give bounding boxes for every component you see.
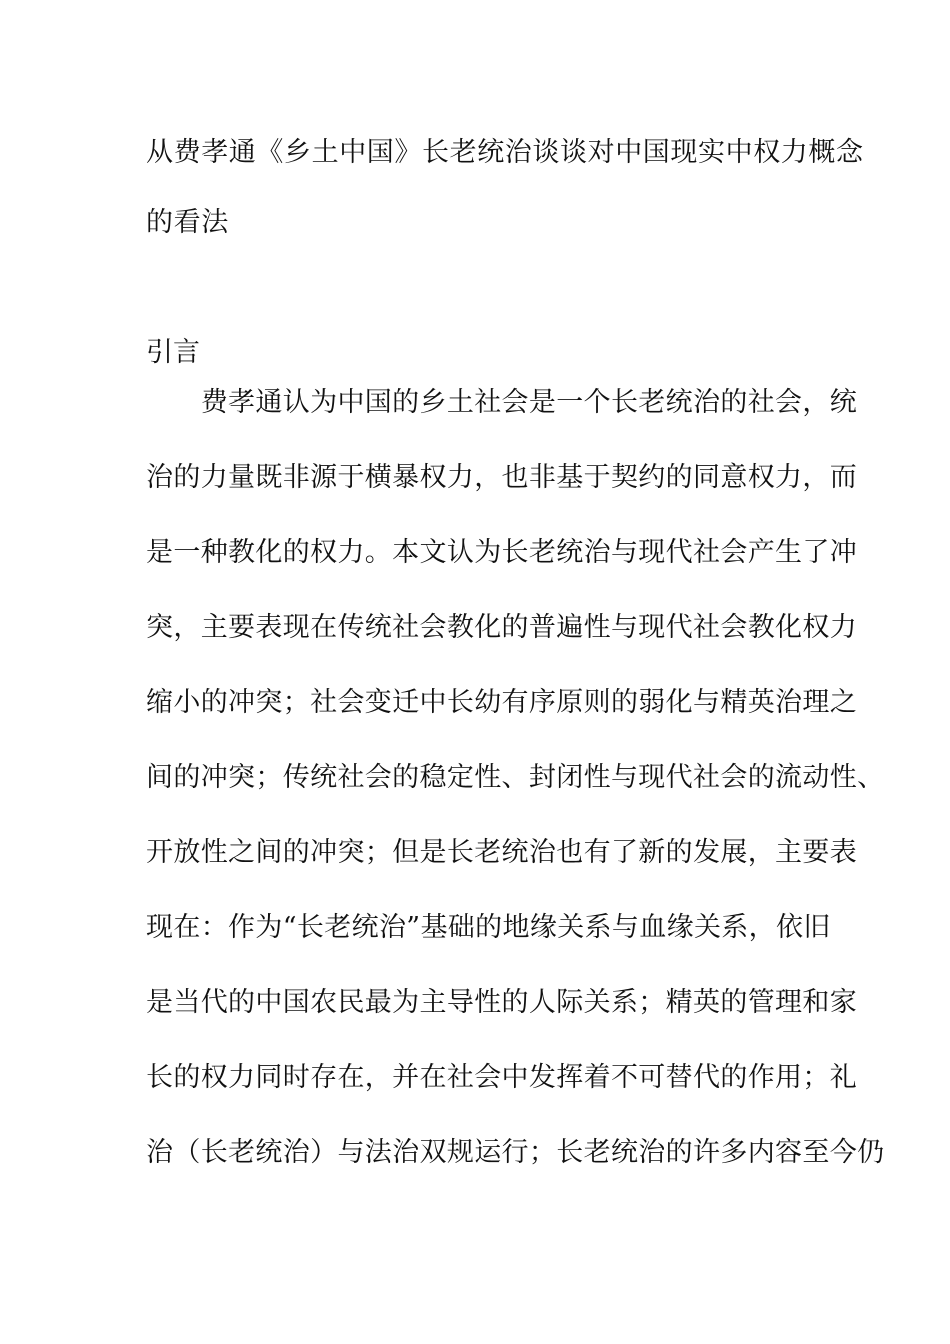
body-line-8: 现在：作为“长老统治”基础的地缘关系与血缘关系，依旧 — [146, 912, 831, 943]
body-line-3: 是一种教化的权力。本文认为长老统治与现代社会产生了冲 — [146, 537, 858, 568]
body-line-2: 治的力量既非源于横暴权力，也非基于契约的同意权力，而 — [146, 462, 858, 493]
body-line-6: 间的冲突；传统社会的稳定性、封闭性与现代社会的流动性、 — [146, 762, 885, 793]
body-line-9: 是当代的中国农民最为主导性的人际关系；精英的管理和家 — [146, 987, 858, 1018]
title-line-1: 从费孝通《乡土中国》长老统治谈谈对中国现实中权力概念 — [146, 137, 864, 168]
body-line-1: 费孝通认为中国的乡土社会是一个长老统治的社会，统 — [146, 387, 858, 418]
body-line-5: 缩小的冲突；社会变迁中长幼有序原则的弱化与精英治理之 — [146, 687, 858, 718]
body-line-11: 治（长老统治）与法治双规运行；长老统治的许多内容至今仍 — [146, 1137, 885, 1168]
body-line-7: 开放性之间的冲突；但是长老统治也有了新的发展，主要表 — [146, 837, 858, 868]
body-line-4: 突，主要表现在传统社会教化的普遍性与现代社会教化权力 — [146, 612, 858, 643]
title-line-2: 的看法 — [146, 207, 229, 238]
section-heading: 引言 — [146, 337, 200, 368]
body-line-10: 长的权力同时存在，并在社会中发挥着不可替代的作用；礼 — [146, 1062, 858, 1093]
